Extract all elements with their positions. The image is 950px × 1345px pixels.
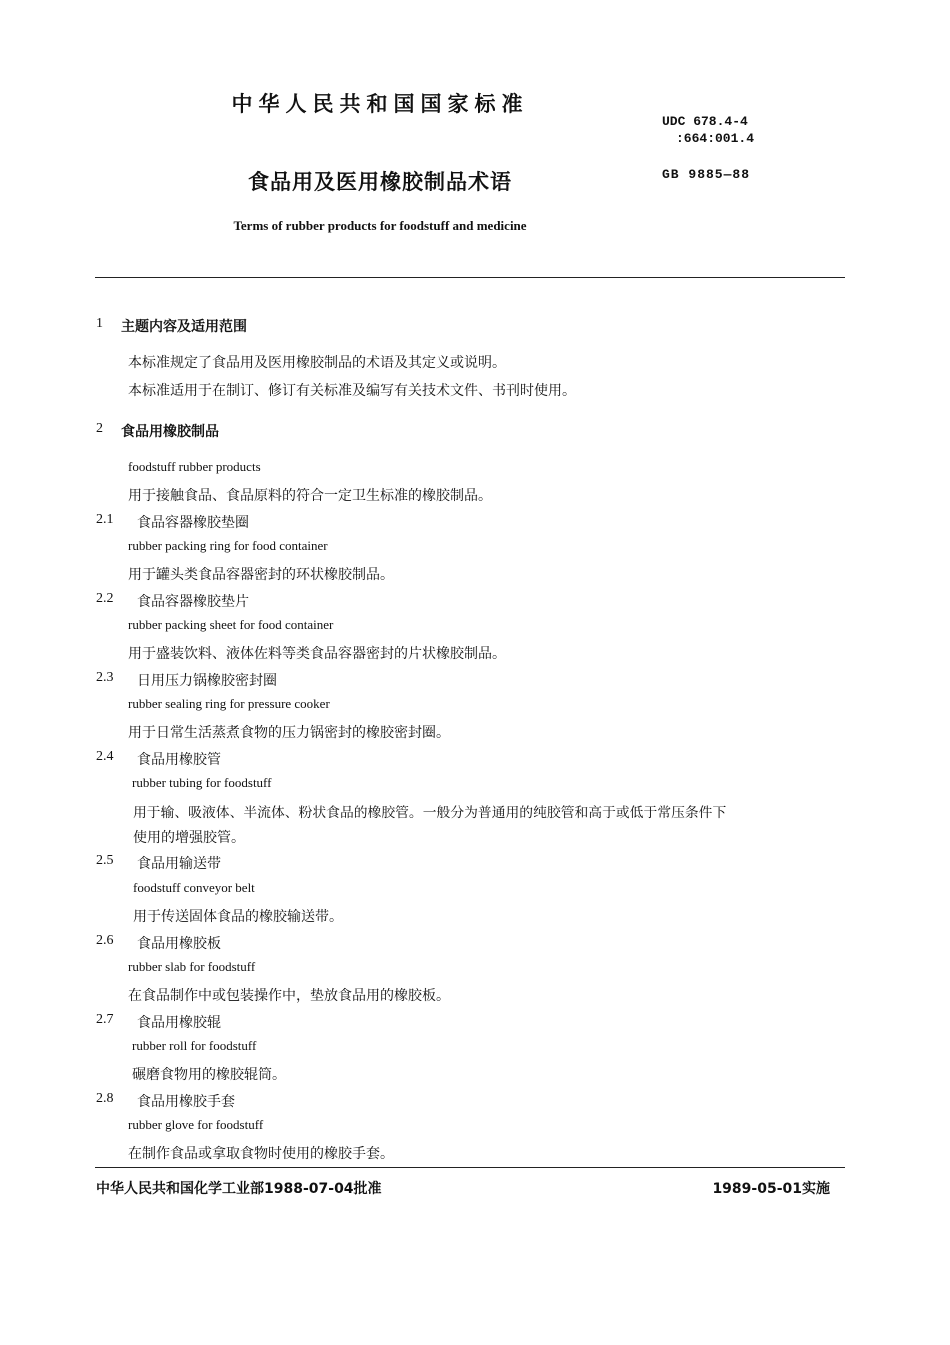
section-1-para-1: 本标准规定了食品用及医用橡胶制品的术语及其定义或说明。	[128, 355, 506, 371]
item-2-8-term-zh: 食品用橡胶手套	[137, 1094, 235, 1110]
item-2-2-term-en: rubber packing sheet for food container	[128, 617, 334, 632]
approval-statement: 中华人民共和国化学工业部1988-07-04批准	[96, 1181, 382, 1197]
item-2-6-term-en: rubber slab for foodstuff	[128, 959, 256, 974]
item-2-3-term-zh: 日用压力锅橡胶密封圈	[137, 673, 277, 689]
item-2-1-definition: 用于罐头类食品容器密封的环状橡胶制品。	[128, 567, 394, 583]
udc-code-line-1: UDC 678.4-4	[662, 114, 748, 129]
document-title-zh: 食品用及医用橡胶制品术语	[248, 170, 512, 194]
section-1-para-2: 本标准适用于在制订、修订有关标准及编写有关技术文件、书刊时使用。	[128, 383, 576, 399]
section-1-number: 1	[96, 316, 103, 331]
item-2-7-term-en: rubber roll for foodstuff	[132, 1038, 257, 1053]
item-2-5-term-en: foodstuff conveyor belt	[133, 880, 255, 895]
item-2-7-definition: 碾磨食物用的橡胶辊筒。	[132, 1067, 286, 1083]
item-2-6-definition: 在食品制作中或包装操作中，垫放食品用的橡胶板。	[128, 988, 450, 1004]
effective-date: 1989-05-01实施	[712, 1181, 830, 1197]
section-1-heading: 主题内容及适用范围	[121, 319, 247, 335]
item-2-5-number: 2.5	[96, 853, 114, 868]
item-2-3-definition: 用于日常生活蒸煮食物的压力锅密封的橡胶密封圈。	[128, 725, 450, 741]
section-2-number: 2	[96, 421, 103, 436]
item-2-3-term-en: rubber sealing ring for pressure cooker	[128, 696, 330, 711]
item-2-7-term-zh: 食品用橡胶辊	[137, 1015, 221, 1031]
item-2-2-number: 2.2	[96, 591, 114, 606]
footer-divider	[95, 1167, 845, 1168]
document-title-en: Terms of rubber products for foodstuff and medicine	[233, 218, 527, 233]
item-2-7-number: 2.7	[96, 1012, 114, 1027]
item-2-3-number: 2.3	[96, 670, 114, 685]
section-2-term-en: foodstuff rubber products	[128, 459, 261, 474]
item-2-4-number: 2.4	[96, 749, 114, 764]
item-2-1-term-en: rubber packing ring for food container	[128, 538, 328, 553]
item-2-1-number: 2.1	[96, 512, 114, 527]
item-2-5-term-zh: 食品用输送带	[137, 856, 221, 872]
item-2-8-term-en: rubber glove for foodstuff	[128, 1117, 264, 1132]
item-2-4-definition-cont: 使用的增强胶管。	[133, 830, 245, 846]
item-2-2-definition: 用于盛装饮料、液体佐料等类食品容器密封的片状橡胶制品。	[128, 646, 506, 662]
section-2-definition: 用于接触食品、食品原料的符合一定卫生标准的橡胶制品。	[128, 488, 492, 504]
gb-standard-number: GB 9885—88	[662, 167, 751, 182]
item-2-6-number: 2.6	[96, 933, 114, 948]
item-2-4-term-en: rubber tubing for foodstuff	[132, 775, 272, 790]
item-2-6-term-zh: 食品用橡胶板	[137, 936, 221, 952]
item-2-8-number: 2.8	[96, 1091, 114, 1106]
item-2-5-definition: 用于传送固体食品的橡胶输送带。	[133, 909, 343, 925]
section-2-heading: 食品用橡胶制品	[121, 424, 219, 440]
item-2-4-term-zh: 食品用橡胶管	[137, 752, 221, 768]
item-2-4-definition: 用于输、吸液体、半流体、粉状食品的橡胶管。一般分为普通用的纯胶管和高于或低于常压条件下	[133, 805, 727, 821]
item-2-2-term-zh: 食品容器橡胶垫片	[137, 594, 249, 610]
udc-code-line-2: :664:001.4	[676, 131, 755, 146]
header-divider	[95, 277, 845, 278]
item-2-1-term-zh: 食品容器橡胶垫圈	[137, 515, 249, 531]
national-standard-heading: 中华人民共和国国家标准	[231, 92, 529, 116]
item-2-8-definition: 在制作食品或拿取食物时使用的橡胶手套。	[128, 1146, 394, 1162]
